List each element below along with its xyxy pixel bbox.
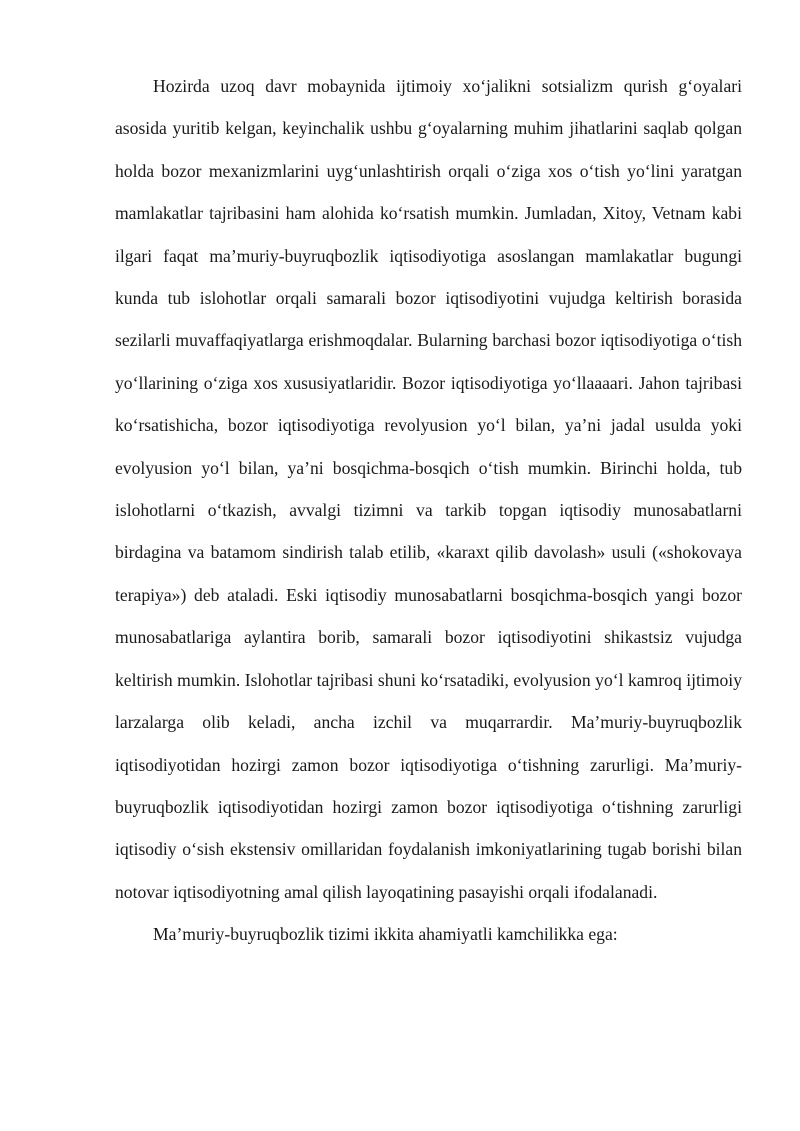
paragraph-shortcomings: Ma’muriy-buyruqbozlik tizimi ikkita ahamiyatli kamchilikka ega: [153, 924, 618, 945]
paragraph-main: Hozirda uzoq davr mobaynida ijtimoiy xo‘jalikni sotsializm qurish g‘oyalari asosida yuritib kelgan, keyinchalik ushbu g‘oyalarning muhim jihatlarini saqlab qolgan holda bozor mexanizmlarini uyg‘unlashtirish orqali o‘ziga xos o‘tish yo‘lini yaratgan mamlakatlar tajribasini ham alohida ko‘rsatish mumkin. Jumladan, Xitoy, Vetnam kabi ilgari faqat ma’muriy-buyruqbozlik iqtisodiyotiga asoslangan mamlakatlar bugungi kunda tub islohotlar orqali samarali bozor iqtisodiyotini vujudga keltirish borasida sezilarli muvaffaqiyatlarga erishmoqdalar. Bularning barchasi bozor iqtisodiyotiga o‘tish yo‘llarining o‘ziga xos xususiyatlaridir. Bozor iqtisodiyotiga yo‘llaaaari. Jahon tajribasi ko‘rsatishicha, bozor iqtisodiyotiga revolyusion yo‘l bilan, ya’ni jadal usulda yoki evolyusion yo‘l bilan, ya’ni bosqichma-bosqich o‘tish mumkin. Birinchi holda, tub islohotlarni o‘tkazish, avvalgi tizimni va tarkib topgan iqtisodiy munosabatlarni birdagina va batamom sindirish talab etilib, «karaxt qilib davolash» usuli («shokovaya terapiya») deb ataladi. Eski iqtisodiy munosabatlarni bosqichma-bosqich yangi bozor munosabatlariga aylantira borib, samarali bozor iqtisodiyotini shikastsiz vujudga keltirish mumkin. Islohotlar tajribasi shuni ko‘rsatadiki, evolyusion yo‘l kamroq ijtimoiy larzalarga olib keladi, ancha izchil va muqarrardir. Ma’muriy-buyruqbozlik iqtisodiyotidan hozirgi zamon bozor iqtisodiyotiga o‘tishning zarurligi. Ma’muriy-buyruqbozlik iqtisodiyotidan hozirgi zamon bozor iqtisodiyotiga o‘tishning zarurligi iqtisodiy o‘sish ekstensiv omillaridan foydalanish imkoniyatlarining tugab borishi bilan notovar iqtisodiyotning amal qilish layoqatining pasayishi orqali ifodalanadi. [115, 76, 742, 902]
document-body [115, 65, 742, 956]
